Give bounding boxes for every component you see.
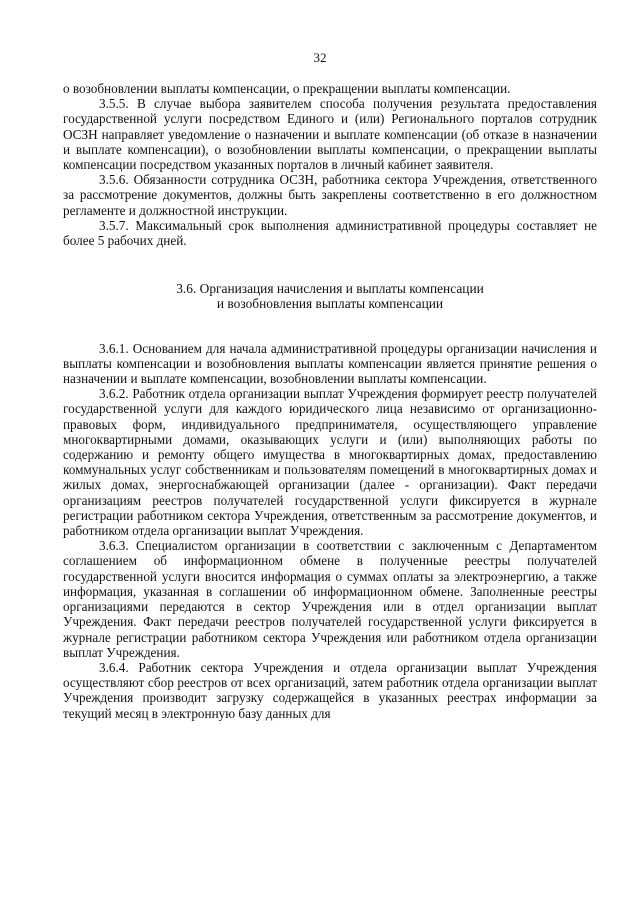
paragraph-3-6-3: 3.6.3. Специалистом организации в соответствии с заключенным с Департаментом соглашением об информационном обмене в полученные реестры получателей государственной услуги вносится информация о суммах оплаты за электроэнергию, а также информация, указанная в соглашении об информационном обмене. Заполненные реестры организациями передаются в сектор Учреждения или в отдел организации выплат Учреждения. Факт передачи реестров получателей государственной услуги фиксируется в журнале регистрации работником сектора Учреждения или работником отдела организации выплат Учреждения. bbox=[63, 538, 597, 660]
paragraph-3-6-2: 3.6.2. Работник отдела организации выплат Учреждения формирует реестр получателей государственной услуги для каждого юридического лица независимо от организационно-правовых форм, индивидуального предпринимателя, осуществляющего управление многоквартирными домами, оказывающих услуги и (или) выполняющих работы по содержанию и ремонту общего имущества в многоквартирных домах, предоставлению коммунальных услуг собственникам и пользователям помещений в многоквартирных домах и жилых домах, энергоснабжающей организации (далее - организации). Факт передачи организациям реестров получателей государственной услуги фиксируется в журнале регистрации работником сектора Учреждения, ответственным за рассмотрение документов, и работником отдела организации выплат Учреждения. bbox=[63, 386, 597, 539]
section-heading-line-2: и возобновления выплаты компенсации bbox=[216, 296, 444, 312]
paragraph-3-5-5: 3.5.5. В случае выбора заявителем способа получения результата предоставления государственной услуги посредством Единого и (или) Регионального порталов сотрудник ОСЗН направляет уведомление о назначении и выплате компенсации (об отказе в назначении и выплате компенсации), о возобновлении выплаты компенсации, о прекращении выплаты компенсации посредством указанных порталов в личный кабинет заявителя. bbox=[63, 96, 597, 173]
paragraph-3-5-6: 3.5.6. Обязанности сотрудника ОСЗН, работника сектора Учреждения, ответственного за рассмотрение документов, должны быть закреплены соответственно в его должностном регламенте и должностной инструкции. bbox=[63, 172, 597, 218]
page-number: 32 bbox=[313, 50, 327, 65]
document-body bbox=[63, 81, 597, 721]
section-heading bbox=[63, 281, 597, 311]
section-heading-line-1: 3.6. Организация начисления и выплаты компенсации bbox=[176, 281, 484, 297]
paragraph-3-5-7: 3.5.7. Максимальный срок выполнения административной процедуры составляет не более 5 рабочих дней. bbox=[63, 217, 597, 249]
paragraph-3-6-4: 3.6.4. Работник сектора Учреждения и отдела организации выплат Учреждения осуществляют сбор реестров от всех организаций, затем работник отдела организации выплат Учреждения производит загрузку содержащейся в указанных реестрах информации за текущий месяц в электронную базу данных для bbox=[63, 659, 597, 721]
paragraph-3-6-1: 3.6.1. Основанием для начала административной процедуры организации начисления и выплаты компенсации и возобновления выплаты компенсации является принятие решения о назначении и выплате компенсации, возобновлении выплаты компенсации. bbox=[63, 340, 597, 387]
paragraph-continuation: о возобновлении выплаты компенсации, о прекращении выплаты компенсации. bbox=[63, 81, 511, 96]
